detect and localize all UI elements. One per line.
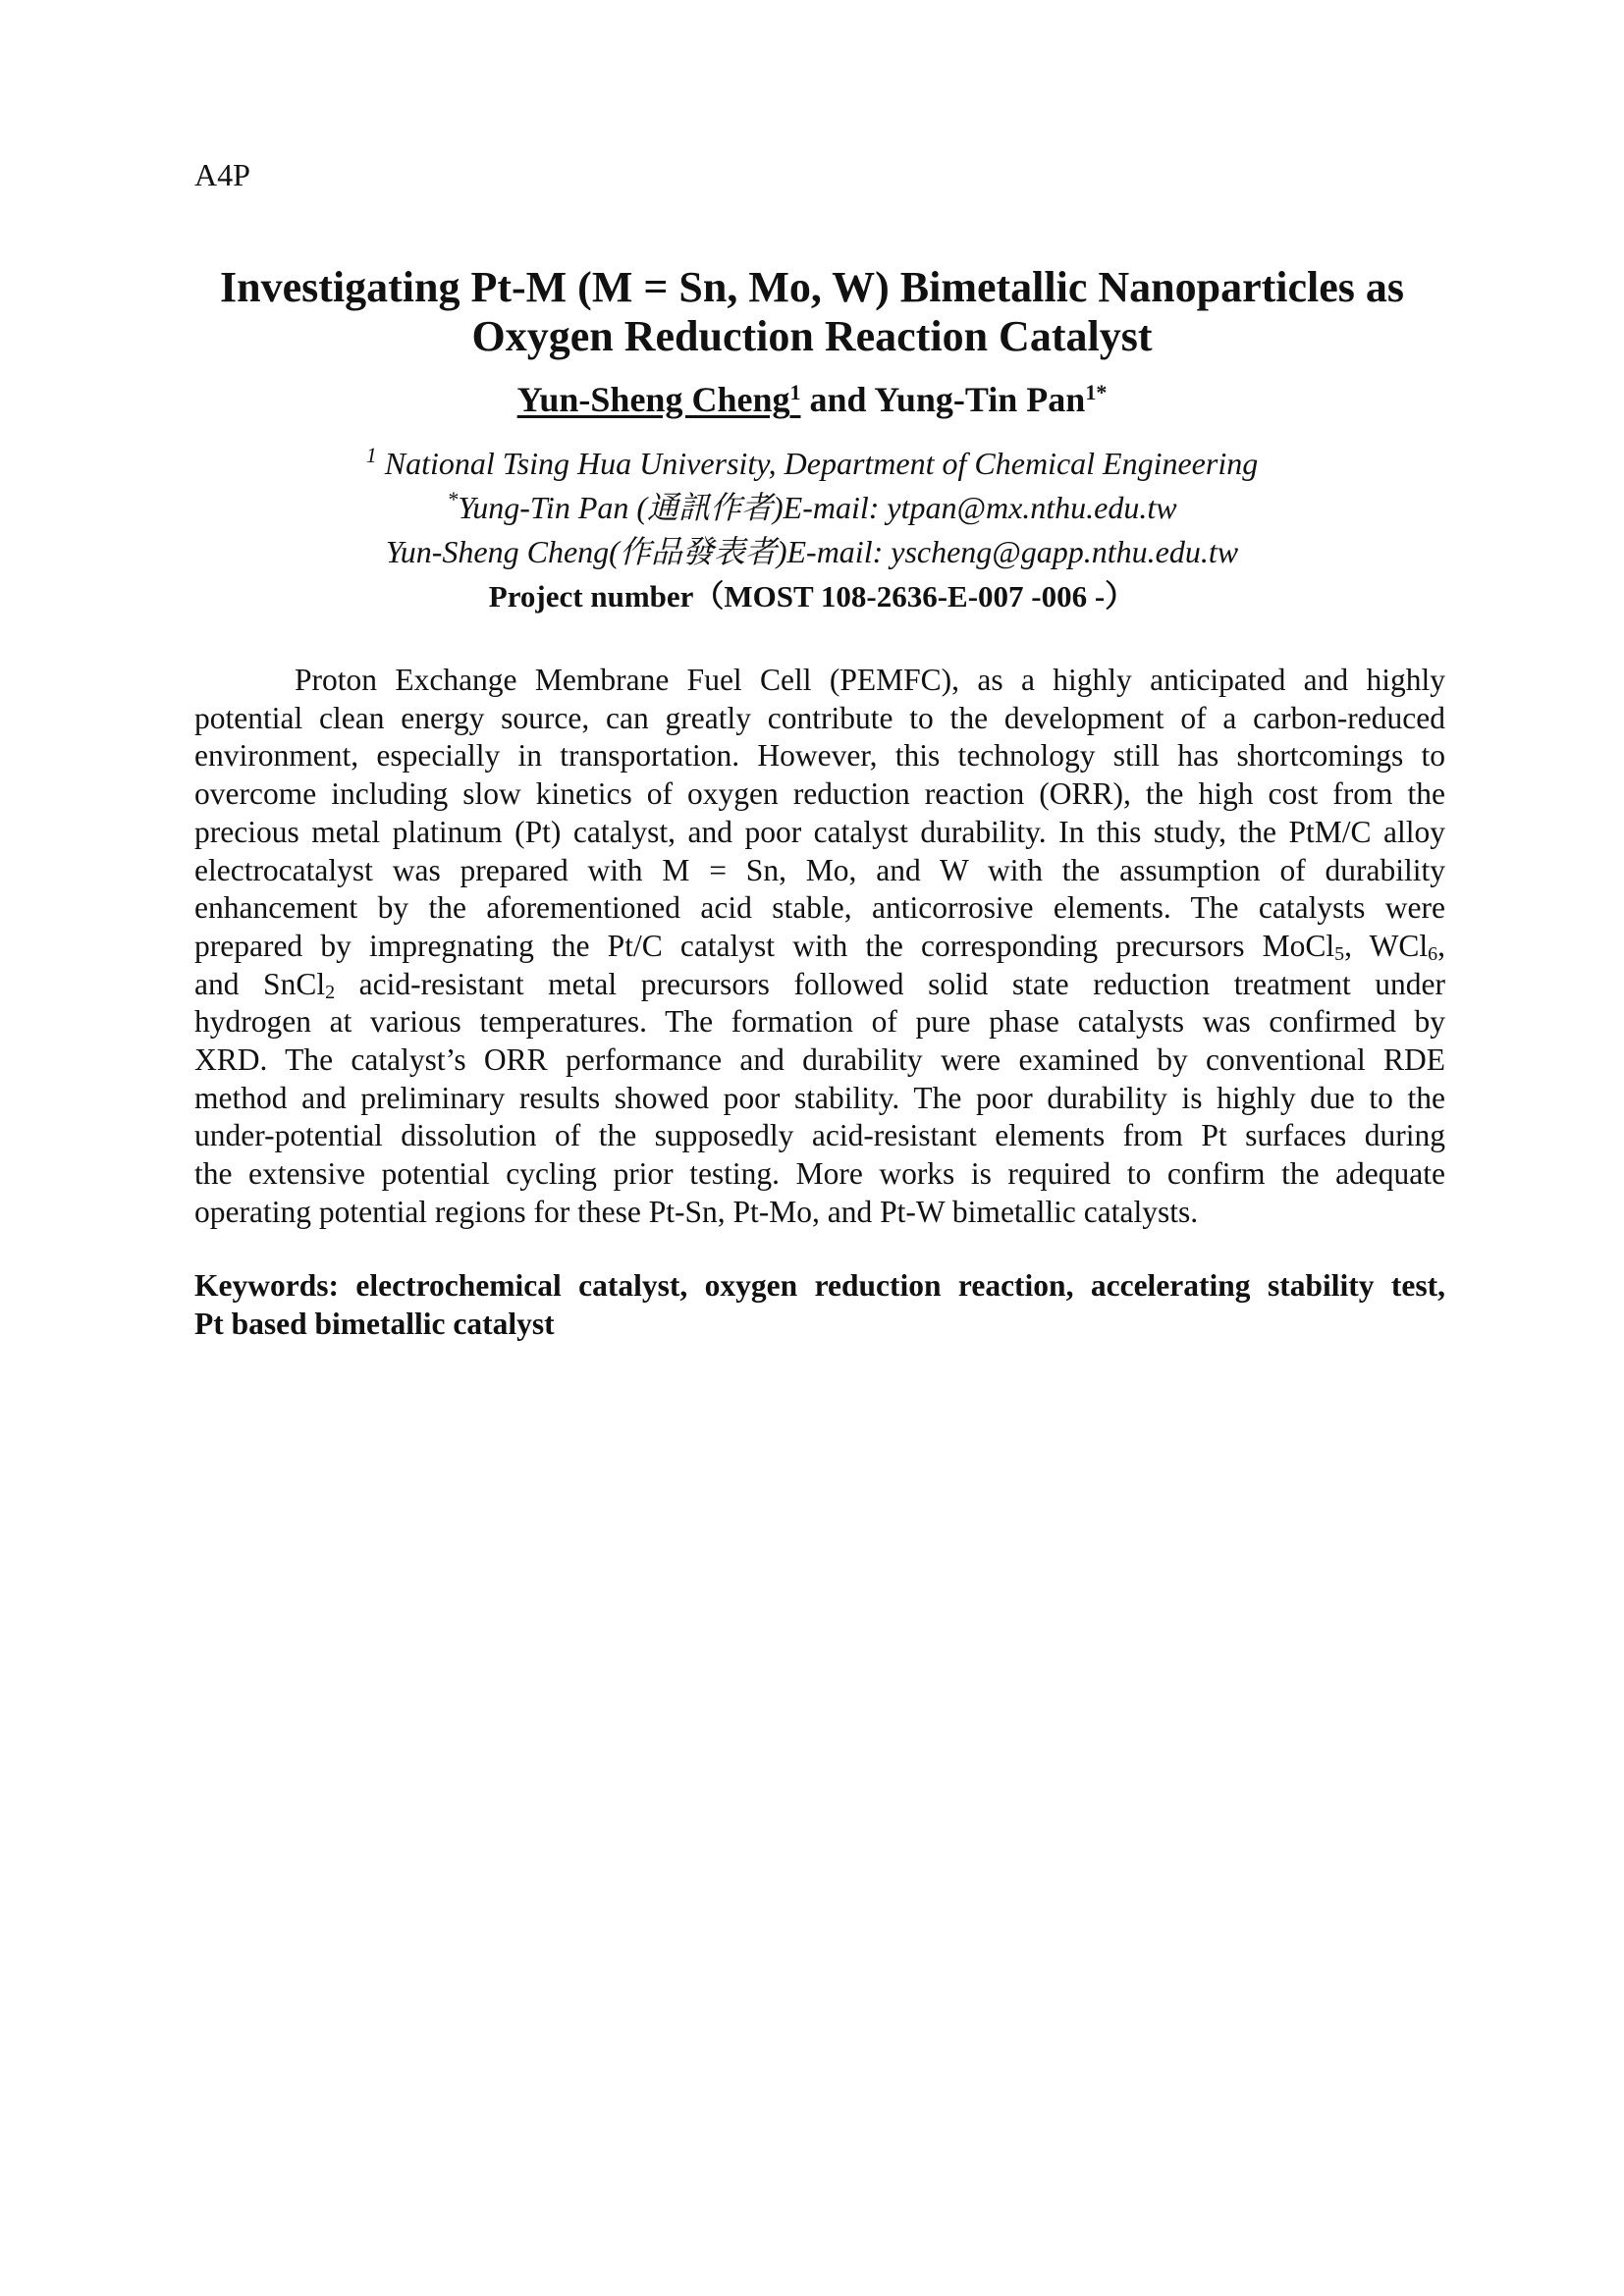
author-1: Yun-Sheng Cheng$^1$ (516, 380, 801, 419)
abstract-line: potential clean energy source, can greatly contribute to the development of a carbon-reduced (194, 700, 1445, 735)
project-number: Project number（MOST 108-2636-E-007 -006 -） (488, 579, 1136, 614)
affiliations (147, 442, 1477, 574)
abstract-line: Proton Exchange Membrane Fuel Cell (PEMFC), as a highly anticipated and highly (295, 663, 1445, 697)
author-joiner: and (800, 380, 875, 419)
abstract-line: prepared by impregnating the Pt/C catalyst with the corresponding precursors MoCl$_5$, WCl$_6$, (194, 928, 1445, 965)
abstract-line: overcome including slow kinetics of oxygen reduction reaction (ORR), the high cost from the (194, 776, 1445, 812)
author-list (147, 378, 1477, 421)
title-line-2: Oxygen Reduction Reaction Catalyst (471, 312, 1153, 360)
page-code: A4P (194, 157, 250, 192)
abstract-line: hydrogen at various temperatures. The formation of pure phase catalysts was confirmed by (194, 1004, 1445, 1040)
title-line-1: Investigating Pt-M (M = Sn, Mo, W) Bimetallic Nanoparticles as (219, 263, 1405, 311)
abstract-line: the extensive potential cycling prior testing. More works is required to confirm the adequate (194, 1156, 1445, 1192)
corresponding-author-line: *Yung-Tin Pan (通訊作者)E-mail: ytpan@mx.nthu.edu.tw (447, 487, 1177, 525)
abstract-line: XRD. The catalyst’s ORR performance and durability were examined by conventional RDE (194, 1042, 1445, 1078)
abstract-line: operating potential regions for these Pt-Sn, Pt-Mo, and Pt-W bimetallic catalysts. (194, 1194, 1199, 1229)
abstract-line: environment, especially in transportation. However, this technology still has shortcomings to (194, 738, 1445, 774)
abstract-line: enhancement by the aforementioned acid stable, anticorrosive elements. The catalysts were (194, 890, 1445, 926)
presenter-line: Yun-Sheng Cheng(作品發表者)E-mail: yscheng@gapp.nthu.edu.tw (385, 534, 1239, 569)
abstract-body (194, 662, 1445, 1232)
paper-title (147, 263, 1477, 361)
abstract-line: precious metal platinum (Pt) catalyst, and poor catalyst durability. In this study, the PtM/C alloy (194, 814, 1445, 849)
keywords-line: Pt based bimetallic catalyst (194, 1307, 555, 1341)
keywords (194, 1266, 1445, 1343)
keywords-line: Keywords: electrochemical catalyst, oxygen reduction reaction, accelerating stability test, (194, 1268, 1445, 1303)
abstract-line: electrocatalyst was prepared with M = Sn, Mo, and W with the assumption of durability (194, 852, 1445, 887)
affiliation-line: $^1$ National Tsing Hua University, Department of Chemical Engineering (365, 443, 1259, 481)
abstract-line: and SnCl$_2$ acid-resistant metal precursors followed solid state reduction treatment under (194, 966, 1445, 1003)
abstract-line: under-potential dissolution of the supposedly acid-resistant elements from Pt surfaces during (194, 1118, 1445, 1153)
author-2: Yung-Tin Pan$^{1*}$ (874, 380, 1108, 419)
abstract-line: method and preliminary results showed poor stability. The poor durability is highly due to the (194, 1080, 1445, 1115)
